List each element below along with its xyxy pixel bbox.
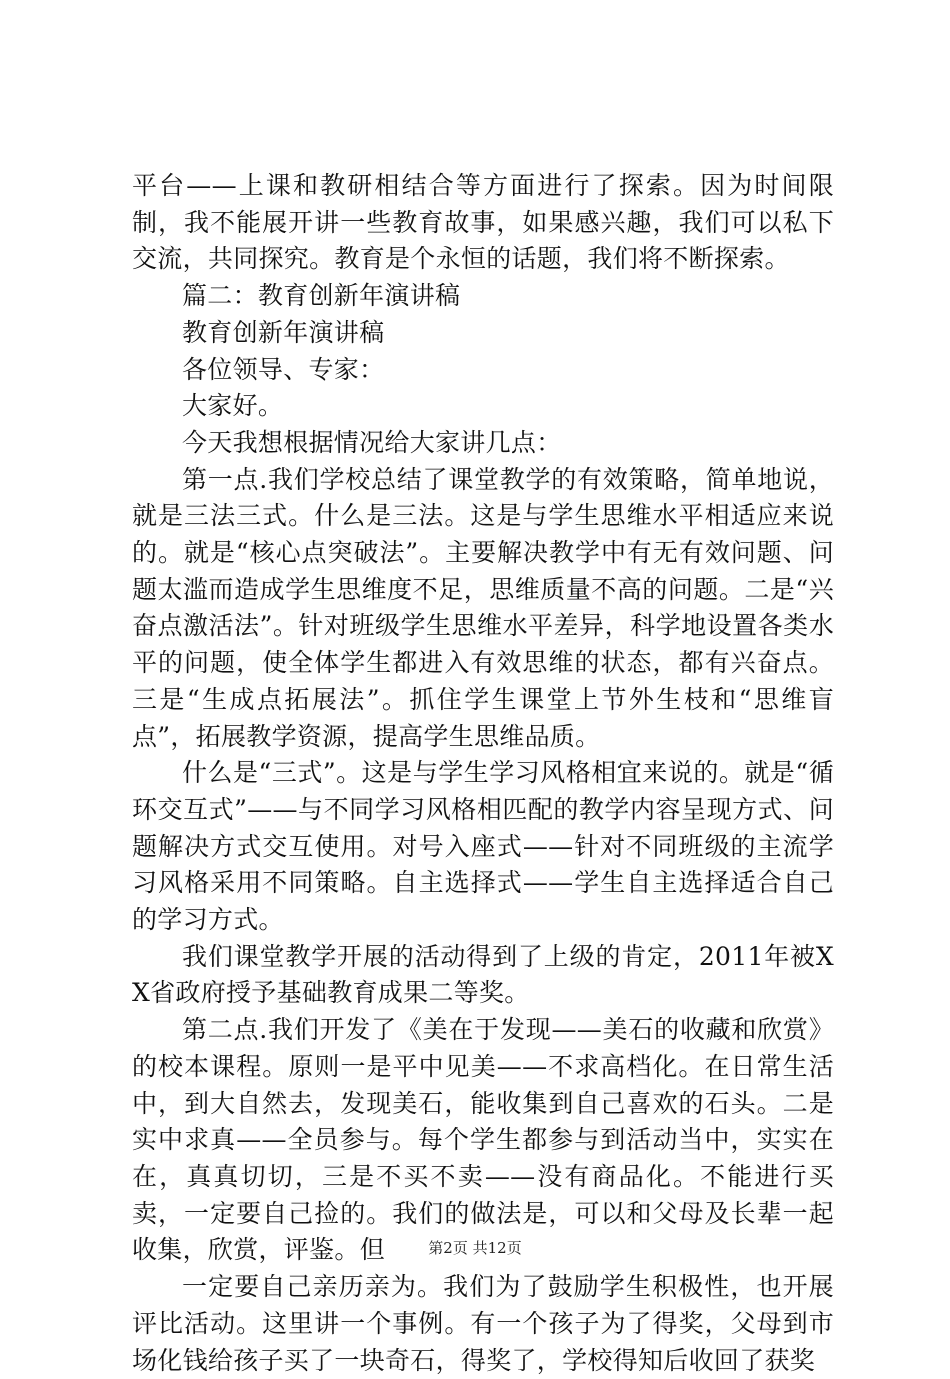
greeting: 大家好。	[182, 391, 284, 421]
paragraph: 什么是“三式”。这是与学生学习风格相宜来说的。就是“循环交互式”——与不同学习风格相匹配的教学内容呈现方式、问题解决方式交互使用。对号入座式——针对不同班级的主流学习风格采用不同策略。自主选择式——学生自主选择适合自己的学习方式。	[132, 758, 834, 935]
paragraph: 第一点.我们学校总结了课堂教学的有效策略，简单地说，就是三法三式。什么是三法。这是与学生思维水平相适应来说的。就是“核心点突破法”。主要解决教学中有无有效问题、问题太滥而造成学生思维度不足，思维质量不高的问题。二是“兴奋点激活法”。针对班级学生思维水平差异，科学地设置各类水平的问题，使全体学生都进入有效思维的状态，都有兴奋点。三是“生成点拓展法”。抓住学生课堂上节外生枝和“思维盲点”，拓展教学资源，提高学生思维品质。	[132, 464, 834, 751]
page-footer	[0, 1238, 950, 1258]
paragraph: 平台——上课和教研相结合等方面进行了探索。因为时间限制，我不能展开讲一些教育故事，如果感兴趣，我们可以私下交流，共同探究。教育是个永恒的话题，我们将不断探索。	[132, 171, 834, 274]
paragraph: 第二点.我们开发了《美在于发现——美石的收藏和欣赏》的校本课程。原则一是平中见美——不求高档化。在日常生活中，到大自然去，发现美石，能收集到自己喜欢的石头。二是实中求真——全员参与。每个学生都参与到活动当中，实实在在，真真切切，三是不买不卖——没有商品化。不能进行买卖，一定要自己捡的。我们的做法是，可以和父母及长辈一起收集，欣赏，评鉴。但	[132, 1015, 834, 1265]
document-body	[132, 168, 834, 1379]
section-heading: 篇二：教育创新年演讲稿	[182, 281, 461, 311]
page-number: 第2页 共12页	[428, 1239, 522, 1257]
salutation: 各位领导、专家：	[182, 354, 385, 384]
paragraph: 今天我想根据情况给大家讲几点：	[182, 427, 562, 457]
speech-title: 教育创新年演讲稿	[182, 317, 385, 347]
paragraph: 我们课堂教学开展的活动得到了上级的肯定，2011年被XX省政府授予基础教育成果二等奖。	[132, 941, 834, 1008]
paragraph: 一定要自己亲历亲为。我们为了鼓励学生积极性，也开展评比活动。这里讲一个事例。有一个孩子为了得奖，父母到市场化钱给孩子买了一块奇石，得奖了，学校得知后收回了获奖	[132, 1272, 834, 1375]
